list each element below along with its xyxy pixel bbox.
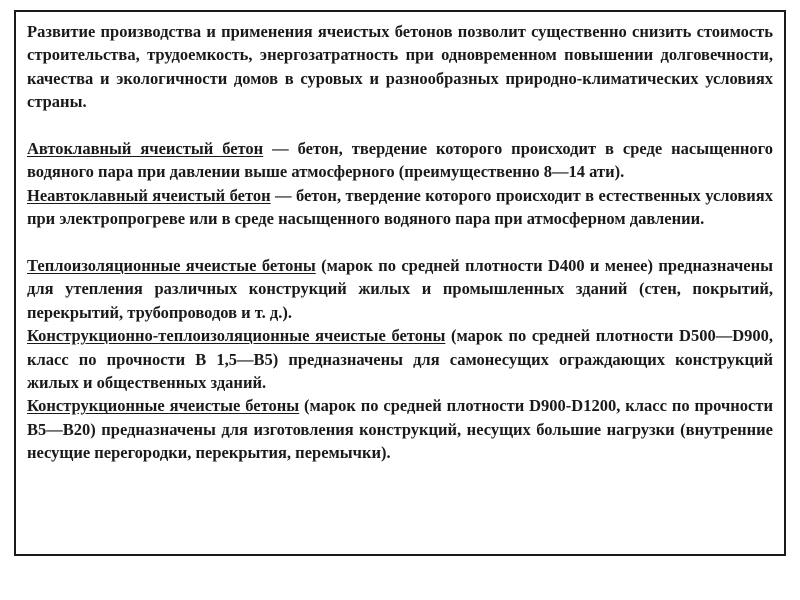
autoclaved-term: Автоклавный ячеистый бетон [27, 139, 264, 159]
structural-definition [27, 394, 773, 464]
non-autoclaved-term: Неавтоклавный ячеистый бетон [27, 185, 271, 205]
structural-insulating-text: (марок по средней плотности D500—D900, класс по прочности В 1,5—В5) предназначены для самонесущих ограждающих конструкций жилых и общественных зданий. [27, 326, 774, 393]
thermal-insulating-definition [27, 254, 773, 324]
paragraph-gap [27, 231, 773, 254]
thermal-insulating-term: Теплоизоляционные ячеистые бетоны [27, 256, 316, 276]
structural-insulating-definition [27, 324, 773, 394]
non-autoclaved-text: — бетон, твердение которого происходит в естественных условиях при электропрогреве или в среде насыщенного водяного пара при атмосферном давлении. [27, 185, 773, 229]
non-autoclaved-definition [27, 184, 773, 231]
autoclaved-definition [27, 137, 773, 184]
thermal-insulating-text: (марок по средней плотности D400 и менее) предназначены для утепления различных конструкций жилых и промышленных зданий (стен, покрытий, перекрытий, трубопроводов и т. д.). [27, 256, 773, 322]
autoclaved-text: — бетон, твердение которого происходит в среде насыщенного водяного пара при давлении выше атмосферного (преимущественно 8—14 ати). [27, 139, 773, 182]
structural-text: (марок по средней плотности D900-D1200, класс по прочности В5—В20) предназначены для изготовления конструкций, несущих большие нагрузки (внутренние несущие перегородки, перекрытия, перемычки). [27, 396, 773, 463]
text-frame [14, 10, 786, 556]
structural-term: Конструкционные ячеистые бетоны [27, 396, 300, 416]
intro-paragraph: Развитие производства и применения ячеистых бетонов позволит существенно снизить стоимость строительства, трудоемкость, энергозатратность при одновременном повышении долговечности, качества и экологичности домов в суровых и разнообразных природно-климатических условиях страны. [27, 22, 773, 112]
structural-insulating-term: Конструкционно-теплоизоляционные ячеистые бетоны [27, 326, 446, 346]
paragraph-gap [27, 114, 773, 137]
